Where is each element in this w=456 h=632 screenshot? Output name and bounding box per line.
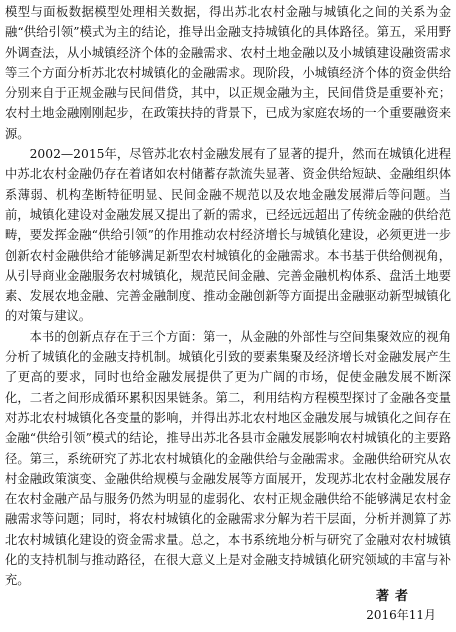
paragraph-innovations: 本书的创新点存在于三个方面：第一，从金融的外部性与空间集聚效应的视角分析了城镇化的金融支持机制。城镇化引致的要素集聚及经济增长对金融发展产生了更高的要求，同时也给金融发展提供了更为广阔的市场，促使金融发展不断深化，二者之间形成循环累积因果链条。第二，利用结构方程模型探讨了金融各变量对苏北农村城镇化各变量的影响，并得出苏北农村地区金融发展与城镇化之间存在金融“供给引领”模式的结论，推导出苏北各县市金融发展影响农村城镇化的主要路径。第三，系统研究了苏北农村城镇化的金融供给与金融需求。金融供给研究从农村金融政策演变、金融供给规模与金融发展等方面展开，发现苏北农村金融发展存在农村金融产品与服务仍然为明显的虚弱化、农村正规金融供给不能够满足农村金融需求等问题；同时，将农村城镇化的金融需求分解为若干层面，分析并测算了苏北农村城镇化建设的资金需求量。总之，本书系统地分析与研究了金融对农村城镇化的支持机制与推动路径，在很大意义上是对金融支持城镇化研究领域的丰富与补充。	[5, 329, 451, 588]
author-signature: 著者	[375, 589, 414, 604]
paragraph-continuation: 模型与面板数据模型处理相关数据，得出苏北农村金融与城镇化之间的关系为金融“供给引领”模式为主的结论，推导出金融支持城镇化的具体路径。第五，采用野外调查法，从小城镇经济个体的金融需求、农村土地金融以及小城镇建设融资需求等三个方面分析苏北农村城镇化的金融需求。现阶段，小城镇经济个体的资金供给分别来自于正规金融与民间借贷，其中，以正规金融为主，民间借贷是重要补充；农村土地金融刚刚起步，在政策扶持的背景下，已成为家庭农场的一个重要融资来源。	[5, 5, 451, 141]
document-body	[0, 2, 456, 591]
paragraph-problems: 2002—2015年，尽管苏北农村金融发展有了显著的提升，然而在城镇化进程中苏北农村金融仍存在着诸如农村储蓄存款流失显著、资金供给短缺、金融组织体系薄弱、机构垄断特征明显、民间金融不规范以及农地金融发展滞后等问题。当前，城镇化建设对金融发展又提出了新的需求，已经远远超出了传统金融的供给范畴，要发挥金融“供给引领”的作用推动农村经济增长与城镇化建设，必须更进一步创新农村金融供给才能够满足新型农村城镇化的金融需求。本书基于供给侧视角，从引导商业金融服务农村城镇化，规范民间金融、完善金融机构体系、盘活土地要素、发展农地金融、完善金融制度、推动金融创新等方面提出金融驱动新型城镇化的对策与建议。	[5, 147, 451, 324]
signature-date: 2016年11月	[366, 608, 436, 622]
